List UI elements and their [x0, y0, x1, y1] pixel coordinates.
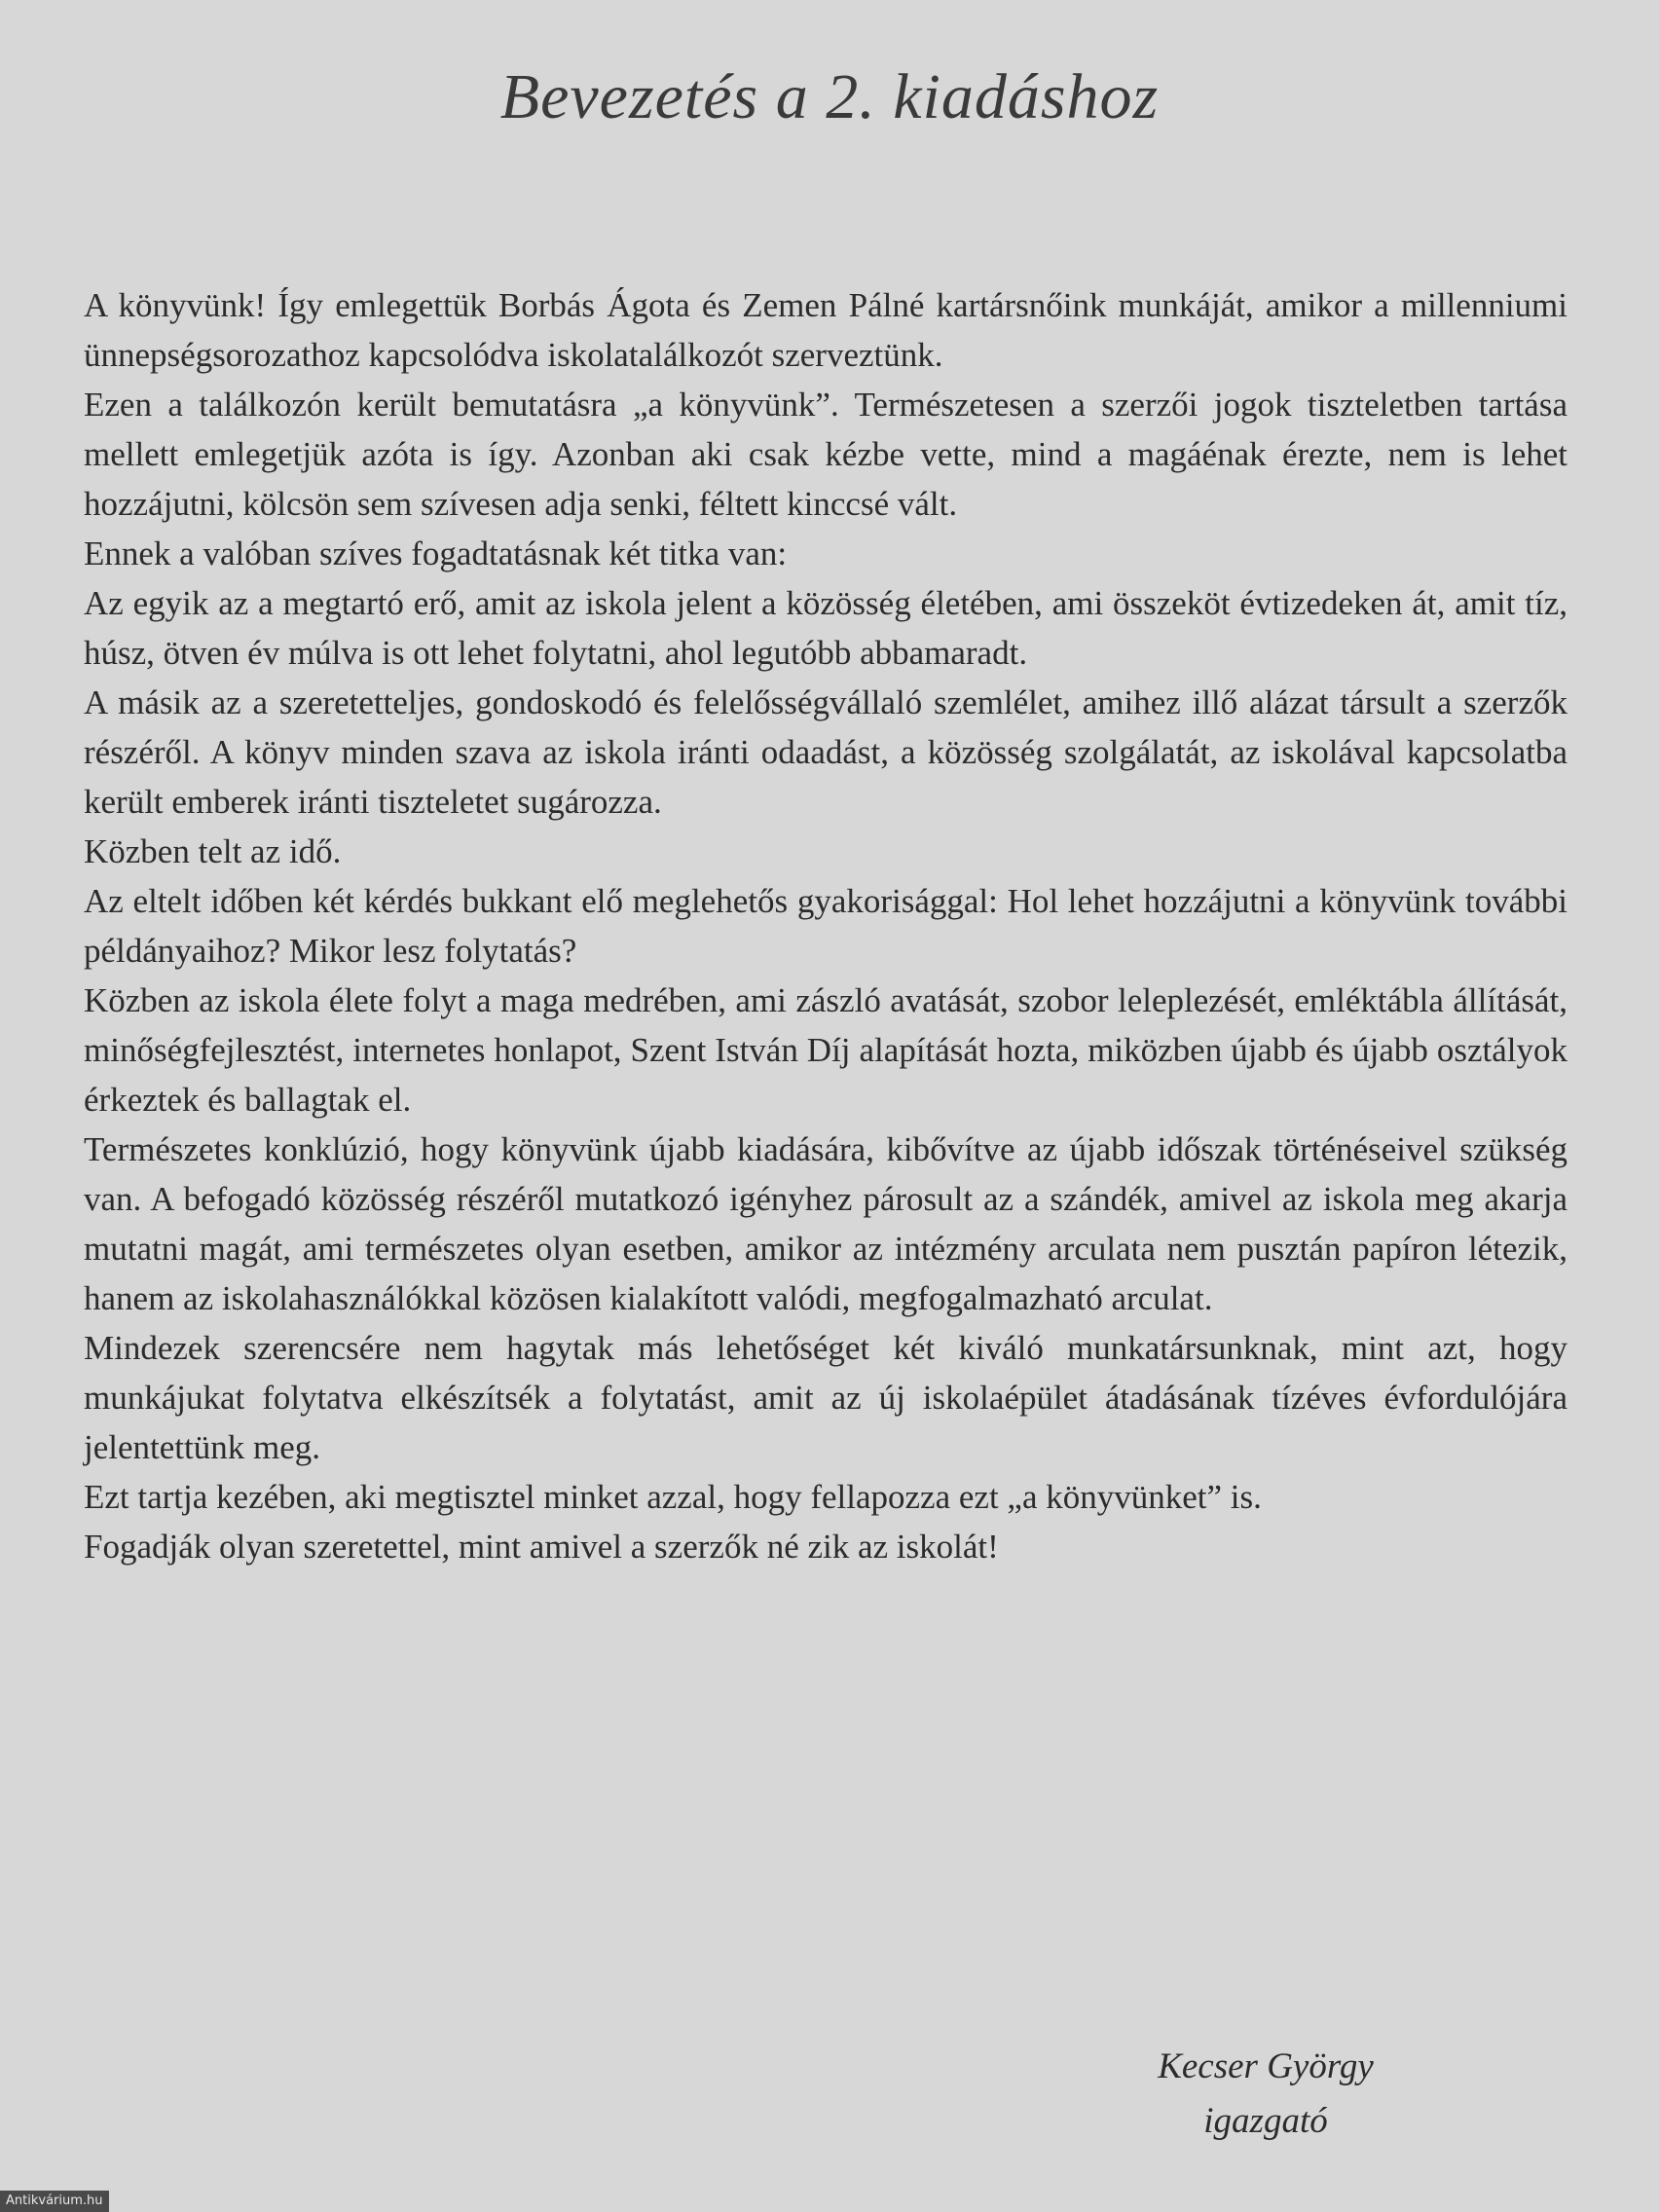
watermark-label: Antikvárium.hu: [0, 2191, 109, 2212]
paragraph: Mindezek szerencsére nem hagytak más lehetőséget két kiváló munkatársunknak, mint azt, hogy munkájukat folytatva elkészítsék a folytatást, amit az új iskolaépület átadásának tízéves évfordulójára jelentettünk meg.: [84, 1329, 1567, 1466]
signature-role: igazgató: [1203, 2101, 1328, 2141]
paragraph: Ennek a valóban szíves fogadtatásnak két titka van:: [84, 535, 788, 572]
paragraph: Fogadják olyan szeretettel, mint amivel a szerzők né zik az iskolát!: [84, 1528, 999, 1566]
page-title: Bevezetés a 2. kiadáshoz: [499, 61, 1160, 132]
paragraph: Közben az iskola élete folyt a maga medrében, ami zászló avatását, szobor leleplezését, emléktábla állítását, minőségfejlesztést, internetes honlapot, Szent István Díj alapítását hozta, miközben újabb és újabb osztályok érkeztek és ballagtak el.: [84, 981, 1567, 1119]
paragraph: A könyvünk! Így emlegettük Borbás Ágota és Zemen Pálné kartársnőink munkáját, amikor a millenniumi ünnepségsorozathoz kapcsolódva iskolatalálkozót szerveztünk.: [84, 286, 1567, 374]
paragraph: A másik az a szeretetteljes, gondoskodó és felelősségvállaló szemlélet, amihez illő alázat társult a szerzők részéről. A könyv minden szava az iskola iránti odaadást, a közösség szolgálatát, az iskolával kapcsolatba került emberek iránti tiszteletet sugározza.: [84, 683, 1567, 821]
paragraph: Az eltelt időben két kérdés bukkant elő meglehetős gyakorisággal: Hol lehet hozzájutni a könyvünk további példányaihoz? Mikor lesz folytatás?: [84, 882, 1567, 970]
paragraph: Ezt tartja kezében, aki megtisztel minket azzal, hogy fellapozza ezt „a könyvünket” is.: [84, 1478, 1262, 1516]
signature-name: Kecser György: [1158, 2046, 1374, 2086]
body-text: [84, 280, 1567, 1571]
paragraph: Ezen a találkozón került bemutatásra „a könyvünk”. Természetesen a szerzői jogok tiszteletben tartása mellett emlegetjük azóta is így. Azonban aki csak kézbe vette, mind a magáénak érezte, nem is lehet hozzájutni, kölcsön sem szívesen adja senki, féltett kinccsé vált.: [84, 386, 1567, 523]
signature-block: [1051, 2040, 1480, 2149]
paragraph: Természetes konklúzió, hogy könyvünk újabb kiadására, kibővítve az újabb időszak történéseivel szükség van. A befogadó közösség részéről mutatkozó igényhez párosult az a szándék, amivel az iskola meg akarja mutatni magát, ami természetes olyan esetben, amikor az intézmény arculata nem pusztán papíron létezik, hanem az iskolahasználókkal közösen kialakított valódi, megfogalmazható arculat.: [84, 1130, 1567, 1317]
paragraph: Közben telt az idő.: [84, 832, 342, 870]
paragraph: Az egyik az a megtartó erő, amit az iskola jelent a közösség életében, ami összeköt évtizedeken át, amit tíz, húsz, ötven év múlva is ott lehet folytatni, ahol legutóbb abbamaradt.: [84, 584, 1567, 672]
